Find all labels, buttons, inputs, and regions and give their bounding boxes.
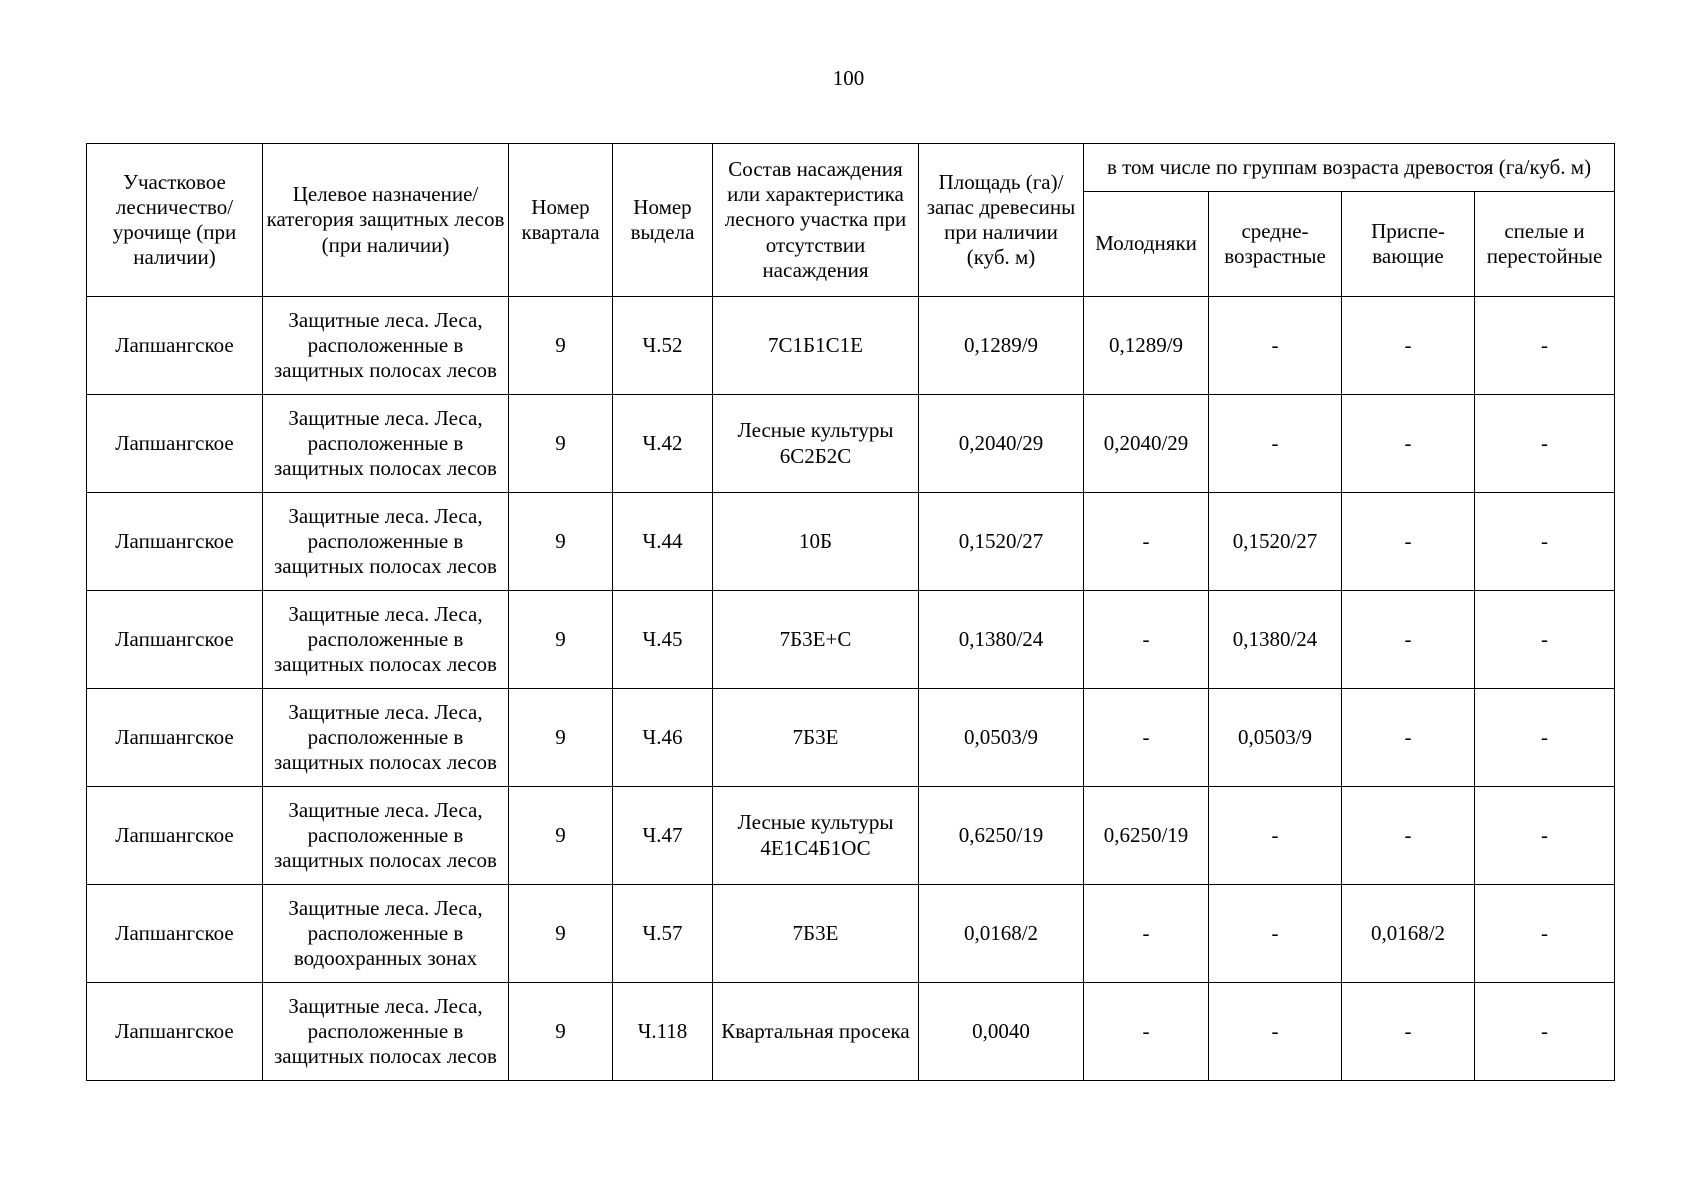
cell-purpose: Защитные леса. Леса, расположенные в защитных полосах лесов [263, 983, 509, 1081]
cell-middle: 0,0503/9 [1209, 689, 1342, 787]
cell-quarter: 9 [509, 983, 613, 1081]
cell-mature: - [1475, 983, 1615, 1081]
header-purpose: Целевое назначение/ категория защитных лесов (при наличии) [263, 144, 509, 297]
cell-plot: Ч.118 [613, 983, 713, 1081]
cell-composition: Квартальная просека [713, 983, 919, 1081]
cell-ripening: - [1342, 395, 1475, 493]
cell-area: 0,1520/27 [919, 493, 1084, 591]
cell-quarter: 9 [509, 885, 613, 983]
table-row [87, 787, 1615, 885]
header-age-groups: в том числе по группам возраста древостоя (га/куб. м) [1084, 144, 1615, 192]
cell-young: - [1084, 885, 1209, 983]
cell-purpose: Защитные леса. Леса, расположенные в водоохранных зонах [263, 885, 509, 983]
cell-ripening: 0,0168/2 [1342, 885, 1475, 983]
cell-ripening: - [1342, 689, 1475, 787]
cell-forestry: Лапшангское [87, 395, 263, 493]
cell-area: 0,1289/9 [919, 297, 1084, 395]
header-young: Молодняки [1084, 192, 1209, 297]
cell-composition: 7Б3Е+С [713, 591, 919, 689]
header-quarter: Номер квартала [509, 144, 613, 297]
header-area: Площадь (га)/ запас древесины при наличии (куб. м) [919, 144, 1084, 297]
header-middle: средне-возрастные [1209, 192, 1342, 297]
cell-forestry: Лапшангское [87, 885, 263, 983]
header-mature: спелые и перестойные [1475, 192, 1615, 297]
cell-plot: Ч.52 [613, 297, 713, 395]
cell-quarter: 9 [509, 591, 613, 689]
cell-mature: - [1475, 787, 1615, 885]
cell-ripening: - [1342, 493, 1475, 591]
cell-ripening: - [1342, 591, 1475, 689]
cell-area: 0,0503/9 [919, 689, 1084, 787]
cell-quarter: 9 [509, 297, 613, 395]
cell-plot: Ч.47 [613, 787, 713, 885]
cell-middle: - [1209, 885, 1342, 983]
cell-plot: Ч.46 [613, 689, 713, 787]
cell-forestry: Лапшангское [87, 689, 263, 787]
table-row [87, 297, 1615, 395]
table-row [87, 493, 1615, 591]
cell-plot: Ч.42 [613, 395, 713, 493]
cell-purpose: Защитные леса. Леса, расположенные в защитных полосах лесов [263, 787, 509, 885]
cell-young: 0,2040/29 [1084, 395, 1209, 493]
cell-composition: Лесные культуры 6С2Б2С [713, 395, 919, 493]
cell-mature: - [1475, 689, 1615, 787]
cell-middle: - [1209, 297, 1342, 395]
cell-forestry: Лапшангское [87, 591, 263, 689]
cell-composition: 7Б3Е [713, 689, 919, 787]
cell-mature: - [1475, 885, 1615, 983]
cell-mature: - [1475, 395, 1615, 493]
cell-young: - [1084, 689, 1209, 787]
cell-quarter: 9 [509, 787, 613, 885]
table-header [87, 144, 1615, 297]
cell-composition: 7Б3Е [713, 885, 919, 983]
cell-middle: - [1209, 395, 1342, 493]
table-row [87, 983, 1615, 1081]
cell-young: - [1084, 591, 1209, 689]
header-row-top [87, 144, 1615, 192]
table-row [87, 591, 1615, 689]
cell-plot: Ч.45 [613, 591, 713, 689]
cell-area: 0,0040 [919, 983, 1084, 1081]
header-forestry: Участковое лесничество/ урочище (при наличии) [87, 144, 263, 297]
cell-forestry: Лапшангское [87, 787, 263, 885]
cell-quarter: 9 [509, 395, 613, 493]
cell-forestry: Лапшангское [87, 493, 263, 591]
cell-purpose: Защитные леса. Леса, расположенные в защитных полосах лесов [263, 689, 509, 787]
header-ripening: Приспе-вающие [1342, 192, 1475, 297]
cell-plot: Ч.57 [613, 885, 713, 983]
cell-young: - [1084, 493, 1209, 591]
cell-middle: 0,1380/24 [1209, 591, 1342, 689]
cell-young: 0,6250/19 [1084, 787, 1209, 885]
cell-composition: Лесные культуры 4Е1С4Б1ОС [713, 787, 919, 885]
cell-mature: - [1475, 297, 1615, 395]
cell-ripening: - [1342, 787, 1475, 885]
cell-ripening: - [1342, 297, 1475, 395]
cell-purpose: Защитные леса. Леса, расположенные в защитных полосах лесов [263, 493, 509, 591]
cell-quarter: 9 [509, 689, 613, 787]
cell-composition: 7С1Б1С1Е [713, 297, 919, 395]
cell-area: 0,1380/24 [919, 591, 1084, 689]
cell-area: 0,6250/19 [919, 787, 1084, 885]
cell-area: 0,2040/29 [919, 395, 1084, 493]
cell-plot: Ч.44 [613, 493, 713, 591]
table-body [87, 297, 1615, 1081]
header-plot: Номер выдела [613, 144, 713, 297]
cell-forestry: Лапшангское [87, 983, 263, 1081]
table-row [87, 395, 1615, 493]
cell-mature: - [1475, 591, 1615, 689]
cell-mature: - [1475, 493, 1615, 591]
cell-purpose: Защитные леса. Леса, расположенные в защитных полосах лесов [263, 591, 509, 689]
cell-composition: 10Б [713, 493, 919, 591]
cell-ripening: - [1342, 983, 1475, 1081]
cell-young: - [1084, 983, 1209, 1081]
cell-quarter: 9 [509, 493, 613, 591]
table-row [87, 689, 1615, 787]
cell-middle: - [1209, 787, 1342, 885]
header-composition: Состав насаждения или характеристика лесного участка при отсутствии насаждения [713, 144, 919, 297]
forest-plots-table [86, 143, 1615, 1081]
page-number: 100 [832, 66, 865, 90]
cell-forestry: Лапшангское [87, 297, 263, 395]
table-row [87, 885, 1615, 983]
cell-middle: 0,1520/27 [1209, 493, 1342, 591]
cell-young: 0,1289/9 [1084, 297, 1209, 395]
cell-middle: - [1209, 983, 1342, 1081]
cell-purpose: Защитные леса. Леса, расположенные в защитных полосах лесов [263, 297, 509, 395]
cell-purpose: Защитные леса. Леса, расположенные в защитных полосах лесов [263, 395, 509, 493]
cell-area: 0,0168/2 [919, 885, 1084, 983]
